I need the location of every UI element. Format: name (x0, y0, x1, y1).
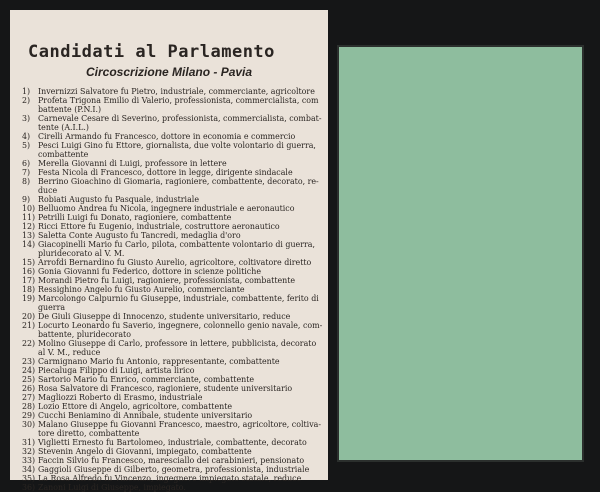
candidate-text (38, 96, 322, 114)
candidate-item (22, 132, 322, 141)
candidate-item (22, 357, 322, 366)
candidate-text-line: Cucchi Beniamino di Annibale, studente universitario (38, 411, 253, 420)
candidate-item (22, 312, 322, 321)
candidate-item (22, 465, 322, 474)
candidate-text-line: Giacopinelli Mario fu Carlo, pilota, combattente volontario di guerra, (38, 240, 315, 249)
candidate-text-line: Piecaluga Filippo di Luigi, artista lirico (38, 366, 195, 375)
candidate-number: 2) (22, 96, 31, 105)
candidate-text-line: Carnevale Cesare di Severino, professionista, commercialista, combat- (38, 114, 322, 123)
candidate-text (38, 411, 322, 420)
candidate-item (22, 420, 322, 438)
green-back-sheet (337, 45, 584, 462)
candidate-text (38, 456, 322, 465)
candidate-number: 35) (22, 474, 36, 483)
candidate-item (22, 366, 322, 375)
candidate-item (22, 87, 322, 96)
candidate-text-line: Robiati Augusto fu Pasquale, industriale (38, 195, 199, 204)
candidate-text-line: Stevenin Angelo di Giovanni, impiegato, combattente (38, 447, 252, 456)
candidate-text-line: tore diretto, combattente (38, 429, 140, 438)
candidate-item (22, 474, 322, 483)
candidate-number: 20) (22, 312, 36, 321)
document-title: Candidati al Parlamento (28, 42, 275, 62)
candidate-text (38, 195, 322, 204)
candidate-number: 15) (22, 258, 36, 267)
candidate-text (38, 483, 322, 492)
candidate-text-line: Marcolongo Calpurnio fu Giuseppe, industriale, combattente, ferito di (38, 294, 319, 303)
candidate-text-line: Molino Giuseppe di Carlo, professore in lettere, pubblicista, decorato (38, 339, 317, 348)
candidate-text-line: Zanoni Luigi di Giuseppe, impiegato. (38, 483, 186, 492)
candidate-number: 14) (22, 240, 36, 249)
candidate-item (22, 384, 322, 393)
candidate-list (22, 87, 322, 492)
candidate-text-line: Malano Giuseppe fu Giovanni Francesco, maestro, agricoltore, coltiva- (38, 420, 322, 429)
candidate-text (38, 159, 322, 168)
candidate-text-line: battente (P.N.I.) (38, 105, 102, 114)
candidate-number: 11) (22, 213, 36, 222)
candidate-text (38, 375, 322, 384)
candidate-item (22, 411, 322, 420)
candidate-text (38, 402, 322, 411)
candidate-item (22, 375, 322, 384)
candidate-number: 8) (22, 177, 31, 186)
candidate-item (22, 339, 322, 357)
candidate-text-line: Gonia Giovanni fu Federico, dottore in scienze politiche (38, 267, 261, 276)
candidate-number: 6) (22, 159, 31, 168)
candidate-text-line: Pesci Luigi Gino fu Ettore, giornalista, due volte volontario di guerra, (38, 141, 316, 150)
candidate-item (22, 267, 322, 276)
candidate-text-line: Viglietti Ernesto fu Bartolomeo, industriale, combattente, decorato (38, 438, 307, 447)
candidate-number: 9) (22, 195, 31, 204)
candidate-text-line: al V. M., reduce (38, 348, 101, 357)
candidate-text (38, 87, 322, 96)
candidate-number: 34) (22, 465, 36, 474)
candidate-text-line: combattente (38, 150, 89, 159)
candidate-item (22, 456, 322, 465)
candidate-text-line: Sartorio Mario fu Enrico, commerciante, combattente (38, 375, 255, 384)
candidate-text-line: Petrilli Luigi fu Donato, ragioniere, combattente (38, 213, 232, 222)
candidate-text (38, 168, 322, 177)
candidate-text (38, 267, 322, 276)
candidate-number: 17) (22, 276, 36, 285)
candidate-text (38, 276, 322, 285)
candidate-text (38, 384, 322, 393)
candidate-item (22, 141, 322, 159)
candidate-text (38, 357, 322, 366)
candidate-item (22, 240, 322, 258)
candidate-number: 5) (22, 141, 31, 150)
candidate-text-line: Invernizzi Salvatore fu Pietro, industriale, commerciante, agricoltore (38, 87, 315, 96)
candidate-number: 33) (22, 456, 36, 465)
candidate-text (38, 141, 322, 159)
candidate-text-line: Morandi Pietro fu Luigi, ragioniere, professionista, combattente (38, 276, 296, 285)
candidate-text (38, 132, 322, 141)
candidate-text (38, 339, 322, 357)
candidate-text (38, 114, 322, 132)
candidate-item (22, 276, 322, 285)
candidate-item (22, 159, 322, 168)
candidate-item (22, 204, 322, 213)
candidate-number: 23) (22, 357, 36, 366)
candidate-text (38, 222, 322, 231)
candidate-item (22, 213, 322, 222)
candidate-text-line: pluridecorato al V. M. (38, 249, 125, 258)
candidate-text-line: Carmignano Mario fu Antonio, rappresentante, combattente (38, 357, 280, 366)
candidate-number: 4) (22, 132, 31, 141)
document-subtitle: Circoscrizione Milano - Pavia (86, 65, 253, 79)
candidate-text-line: De Giuli Giuseppe di Innocenzo, studente universitario, reduce (38, 312, 291, 321)
candidate-number: 10) (22, 204, 36, 213)
candidate-item (22, 168, 322, 177)
candidate-item (22, 114, 322, 132)
candidate-text (38, 312, 322, 321)
candidate-text-line: guerra (38, 303, 66, 312)
candidate-item (22, 294, 322, 312)
candidate-number: 12) (22, 222, 36, 231)
candidate-number: 31) (22, 438, 36, 447)
candidate-number: 22) (22, 339, 36, 348)
candidate-number: 26) (22, 384, 36, 393)
candidate-text-line: Magliozzi Roberto di Erasmo, industriale (38, 393, 203, 402)
candidate-item (22, 96, 322, 114)
candidate-text (38, 285, 322, 294)
candidate-sheet (10, 10, 328, 492)
candidate-item (22, 222, 322, 231)
candidate-text (38, 447, 322, 456)
candidate-item (22, 483, 322, 492)
candidate-number: 29) (22, 411, 36, 420)
candidate-item (22, 438, 322, 447)
candidate-number: 13) (22, 231, 36, 240)
candidate-number: 18) (22, 285, 36, 294)
candidate-text-line: Profeta Trigona Emilio di Valerio, professionista, commercialista, com (38, 96, 319, 105)
candidate-number: 24) (22, 366, 36, 375)
candidate-text-line: Arrofdi Bernardino fu Giusto Aurelio, agricoltore, coltivatore diretto (38, 258, 312, 267)
candidate-number: 25) (22, 375, 36, 384)
candidate-item (22, 402, 322, 411)
candidate-text (38, 231, 322, 240)
candidate-text (38, 213, 322, 222)
candidate-number: 32) (22, 447, 36, 456)
candidate-text (38, 393, 322, 402)
candidate-text-line: Ricci Ettore fu Eugenio, industriale, costruttore aeronautico (38, 222, 280, 231)
candidate-text-line: Gaggioli Giuseppe di Gilberto, geometra, professionista, industriale (38, 465, 310, 474)
candidate-text (38, 438, 322, 447)
candidate-text-line: duce (38, 186, 58, 195)
candidate-text-line: Saletta Conte Augusto fu Tancredi, medaglia d'oro (38, 231, 241, 240)
candidate-text-line: Rosa Salvatore di Francesco, ragioniere, studente universitario (38, 384, 293, 393)
candidate-number: 7) (22, 168, 31, 177)
candidate-text (38, 240, 322, 258)
candidate-item (22, 285, 322, 294)
candidate-text (38, 204, 322, 213)
candidate-text (38, 321, 322, 339)
candidate-number: 36) (22, 483, 36, 492)
candidate-text (38, 474, 322, 483)
candidate-item (22, 321, 322, 339)
candidate-item (22, 393, 322, 402)
candidate-text-line: tente (A.I.L.) (38, 123, 90, 132)
candidate-text-line: Belluomo Andrea fu Nicola, ingegnere industriale e aeronautico (38, 204, 295, 213)
candidate-text-line: Ressighino Angelo fu Giusto Aurelio, commerciante (38, 285, 245, 294)
candidate-text-line: Locurto Leonardo fu Saverio, ingegnere, colonnello genio navale, com- (38, 321, 323, 330)
candidate-text (38, 258, 322, 267)
candidate-number: 27) (22, 393, 36, 402)
candidate-item (22, 177, 322, 195)
candidate-text (38, 420, 322, 438)
candidate-text-line: Merella Giovanni di Luigi, professore in lettere (38, 159, 227, 168)
candidate-text-line: Berrino Gioachino di Giomaria, ragioniere, combattente, decorato, re- (38, 177, 319, 186)
candidate-number: 19) (22, 294, 36, 303)
candidate-number: 30) (22, 420, 36, 429)
candidate-text-line: Faccin Silvio fu Francesco, maresciallo dei carabinieri, pensionato (38, 456, 305, 465)
candidate-text-line: La Rosa Alfredo fu Vincenzo, ingegnere impiegato statale, reduce (38, 474, 302, 483)
candidate-text-line: Festa Nicola di Francesco, dottore in legge, dirigente sindacale (38, 168, 293, 177)
candidate-number: 28) (22, 402, 36, 411)
candidate-item (22, 447, 322, 456)
candidate-text-line: battente, pluridecorato (38, 330, 131, 339)
candidate-text (38, 366, 322, 375)
candidate-text (38, 294, 322, 312)
candidate-item (22, 195, 322, 204)
candidate-number: 21) (22, 321, 36, 330)
candidate-number: 1) (22, 87, 31, 96)
candidate-item (22, 258, 322, 267)
candidate-text (38, 465, 322, 474)
candidate-text (38, 177, 322, 195)
candidate-text-line: Cirelli Armando fu Francesco, dottore in economia e commercio (38, 132, 296, 141)
candidate-text-line: Lozio Ettore di Angelo, agricoltore, combattente (38, 402, 233, 411)
candidate-number: 3) (22, 114, 31, 123)
candidate-item (22, 231, 322, 240)
candidate-number: 16) (22, 267, 36, 276)
